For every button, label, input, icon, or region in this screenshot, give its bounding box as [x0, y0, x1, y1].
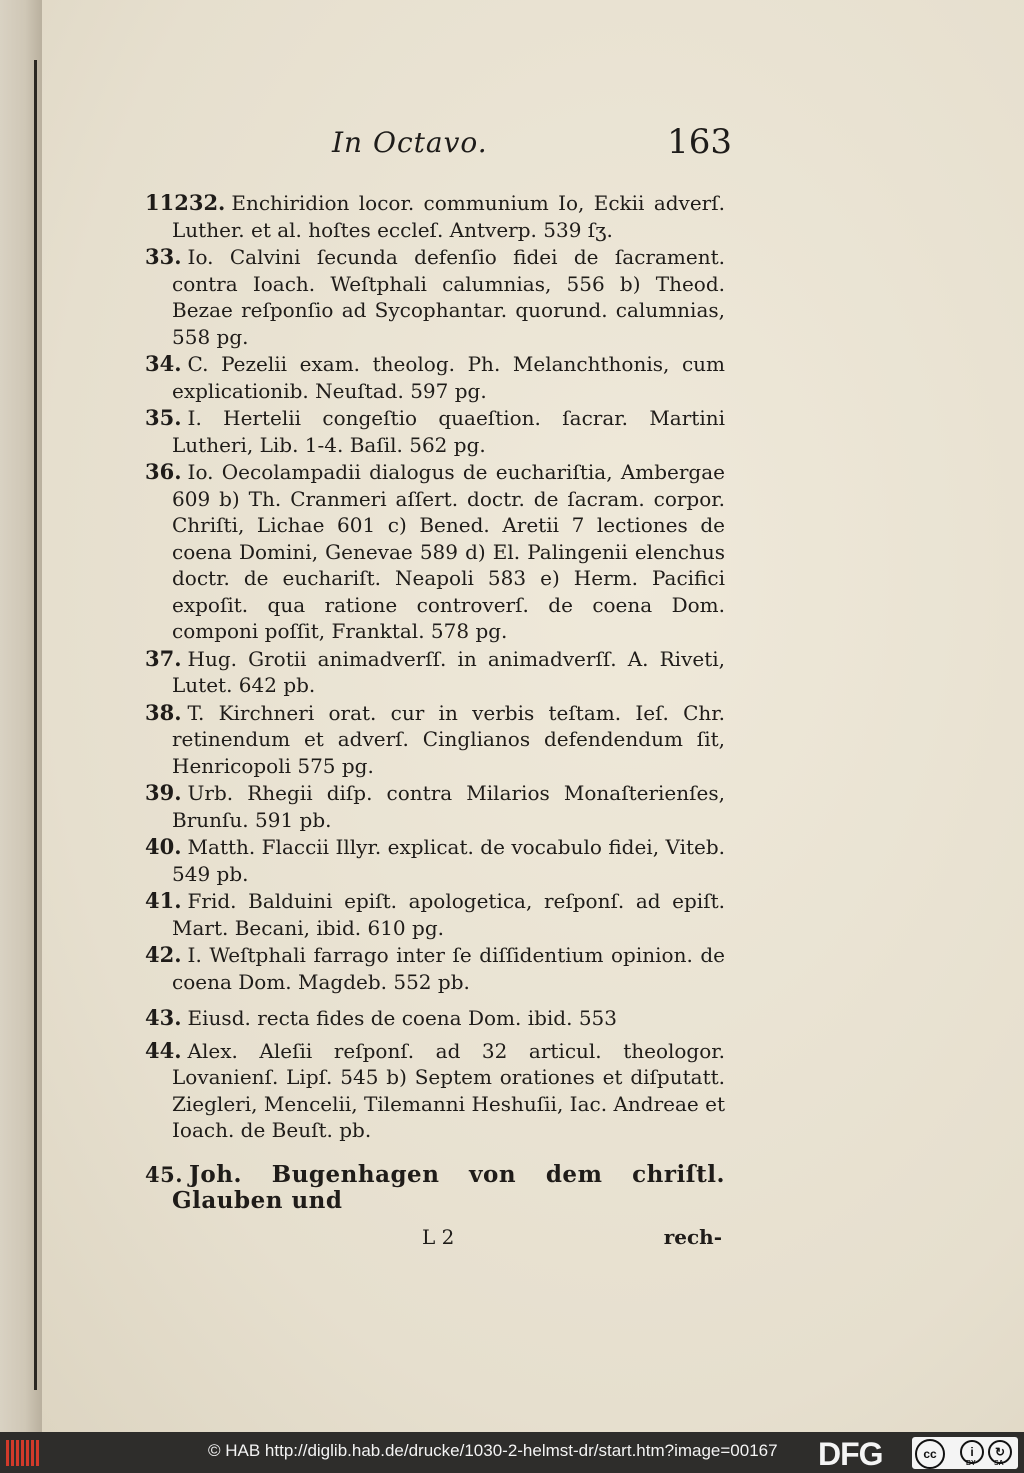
- entry-number: 44.: [145, 1037, 182, 1063]
- entry-text: Alex. Aleſii reſponſ. ad 32 articul. theologor. Lovanienſ. Lipſ. 545 b) Septem orationes et diſputatt. Ziegleri, Mencelii, Tilemanni Heshuſii, Iac. Andreae et Ioach. de Beuſt. pb.: [172, 1038, 725, 1142]
- share-alike-icon: ↻: [988, 1440, 1012, 1464]
- entry-number: 41.: [145, 888, 182, 913]
- catalog-entry: [145, 780, 725, 833]
- entry-text: Hug. Grotii animadverſſ. in animadverſſ. A. Riveti, Lutet. 642 pb.: [172, 646, 725, 697]
- entry-number: 45.: [145, 1161, 184, 1187]
- catalog-entry: [145, 888, 725, 941]
- entry-number: 43.: [145, 1005, 182, 1030]
- catalog-entry: [145, 405, 725, 458]
- page-number: 163: [667, 122, 732, 162]
- running-title: In Octavo.: [332, 126, 488, 159]
- entry-number: 40.: [145, 834, 182, 859]
- catalog-entry: [145, 244, 725, 350]
- entry-text: C. Pezelii exam. theolog. Ph. Melanchthonis, cum explicationib. Neuſtad. 597 pg.: [172, 352, 725, 403]
- entry-text: T. Kirchneri orat. cur in verbis teſtam. Ieſ. Chr. retinendum et adverſ. Cinglianos defendendum ſit, Henricopoli 575 pg.: [172, 700, 725, 778]
- catalog-entry: [145, 834, 725, 887]
- catalog-entry: [145, 1005, 725, 1032]
- entry-number: 42.: [145, 942, 182, 967]
- entry-text: Frid. Balduini epiſt. apologetica, reſponſ. ad epiſt. Mart. Becani, ibid. 610 pg.: [172, 889, 725, 940]
- catchword: rech-: [663, 1225, 722, 1249]
- sa-label: SA: [994, 1460, 1004, 1467]
- book-page: [42, 0, 1024, 1432]
- entry-text: I. Weſtphali farrago inter ſe diſſidentium opinion. de coena Dom. Magdeb. 552 pb.: [172, 943, 725, 994]
- entry-text: Joh. Bugenhagen von dem chriſtl. Glauben und: [172, 1160, 725, 1214]
- by-attribution-icon: i: [960, 1440, 984, 1464]
- book-spine: [0, 0, 42, 1432]
- catalog-entry: [145, 646, 725, 699]
- entry-number: 37.: [145, 645, 182, 671]
- entry-text: Enchiridion locor. communium Io, Eckii adverſ. Luther. et al. hoſtes eccleſ. Antverp. 539 ſʒ.: [172, 191, 725, 242]
- entry-text: Io. Oecolampadii dialogus de euchariſtia, Ambergae 609 b) Th. Cranmeri aſſert. doctr. de ſacram. corpor. Chriſti, Lichae 601 c) Bened. Aretii 7 lectiones de coena Domini, Genevae 589 d) El. Palingenii elenchus doctr. de euchariſt. Neapoli 583 e) Herm. Pacifici expoſit. qua ratione controverſ. de coena Dom. componi poſſit, Franktal. 578 pg.: [172, 460, 725, 643]
- catalog-entry: [145, 351, 725, 404]
- entry-text: I. Hertelii congeſtio quaeſtion. ſacrar. Martini Lutheri, Lib. 1-4. Baſil. 562 pg.: [172, 406, 725, 457]
- entry-number: 38.: [145, 699, 182, 725]
- cc-license-badge[interactable]: [912, 1437, 1018, 1469]
- page-header: [332, 122, 732, 172]
- entry-number: 33.: [145, 244, 182, 269]
- page-footer: [422, 1225, 722, 1255]
- entry-number: 36.: [145, 459, 182, 484]
- catalog-entry: [145, 459, 725, 645]
- entry-number: 35.: [145, 405, 182, 430]
- entry-number: 11232.: [145, 190, 226, 215]
- hab-barcode-icon: [6, 1440, 46, 1466]
- catalog-entry-blackletter: [145, 1162, 725, 1215]
- entry-number: 39.: [145, 780, 182, 805]
- entry-text: Matth. Flaccii Illyr. explicat. de vocabulo fidei, Viteb. 549 pb.: [172, 835, 725, 886]
- copyright-link[interactable]: © HAB http://diglib.hab.de/drucke/1030-2-helmst-dr/start.htm?image=00167: [208, 1441, 778, 1460]
- catalog-entry: [145, 1038, 725, 1144]
- cc-icon: cc: [915, 1439, 945, 1469]
- by-label: BY: [966, 1460, 976, 1467]
- catalog-entry: [145, 942, 725, 995]
- catalog-entry: [145, 700, 725, 780]
- spine-edge: [34, 60, 37, 1390]
- entry-text: Urb. Rhegii diſp. contra Milarios Monaſterienſes, Brunſu. 591 pb.: [172, 781, 725, 832]
- entry-number: 34.: [145, 351, 182, 376]
- entry-text: Eiusd. recta fides de coena Dom. ibid. 553: [187, 1006, 617, 1030]
- signature-mark: L 2: [422, 1225, 455, 1249]
- entry-text: Io. Calvini ſecunda defenſio fidei de ſacrament. contra Ioach. Weſtphali calumnias, 556 b) Theod. Bezae reſponſio ad Sycophantar. quorund. calumnias, 558 pg.: [172, 245, 725, 349]
- catalog-entries: [145, 190, 725, 1216]
- catalog-entry: [145, 190, 725, 243]
- viewer-info-bar: [0, 1432, 1024, 1473]
- dfg-logo: DFG: [818, 1436, 883, 1472]
